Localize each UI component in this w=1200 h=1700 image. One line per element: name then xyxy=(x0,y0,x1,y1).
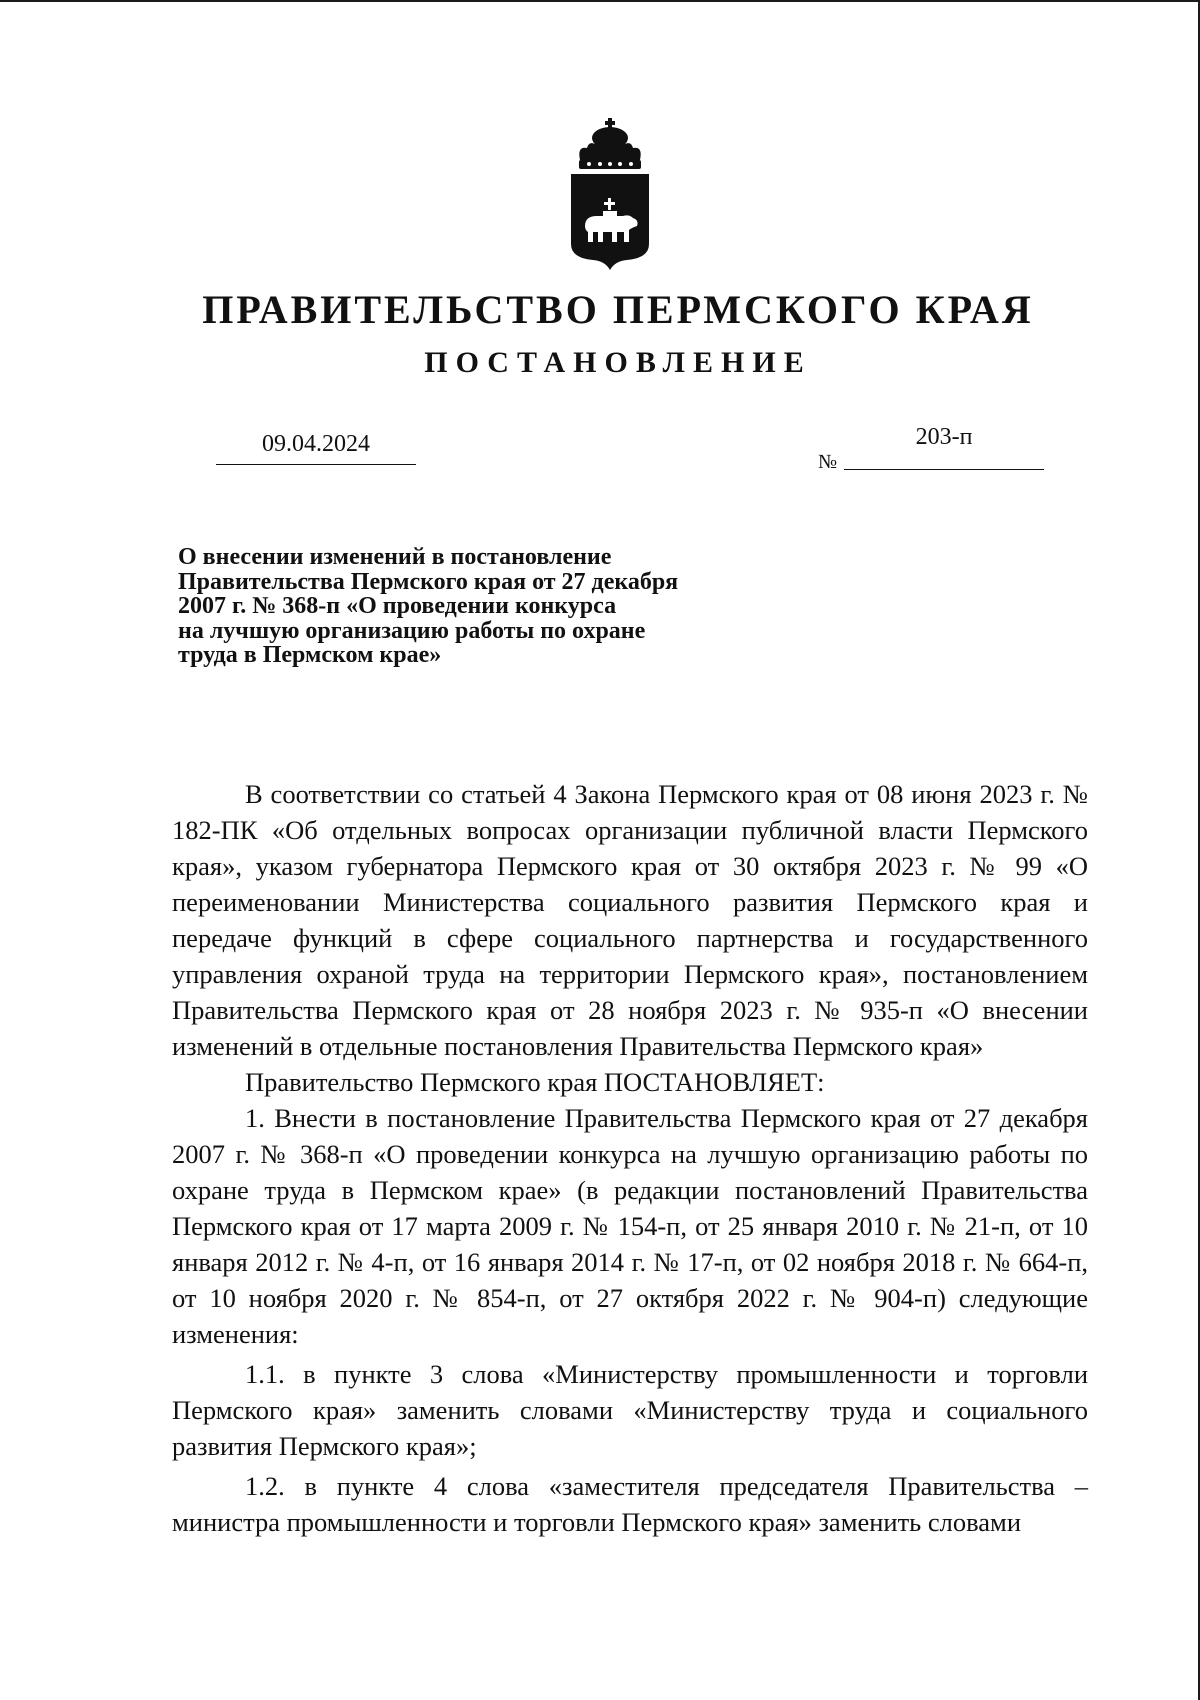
document-body xyxy=(172,776,1088,1540)
organization-title: ПРАВИТЕЛЬСТВО ПЕРМСКОГО КРАЯ xyxy=(202,287,1034,332)
number-sign: № xyxy=(818,451,838,473)
perm-krai-coat-of-arms-icon xyxy=(567,118,653,270)
document-number: 203-п xyxy=(915,424,973,450)
body-paragraph-item-1: 1. Внести в постановление Правительства Пермского края от 27 декабря 2007 г. № 368-п «О проведении конкурса на лучшую организацию работы по охране труда в Пермском крае» (в редакции постановлений Правительства Пермского края от 17 марта 2009 г. № 154-п, от 25 января 2010 г. № 21-п, от 10 января 2012 г. № 4-п, от 16 января 2014 г. № 17-п, от 02 ноября 2018 г. № 664-п, от 10 ноября 2020 г. № 854-п, от 27 октября 2022 г. № 904-п) следующие изменения: xyxy=(172,1103,1088,1349)
document-subject xyxy=(178,545,778,668)
scan-border-top xyxy=(0,0,1200,2)
body-paragraph-preamble: В соответствии со статьей 4 Закона Пермского края от 08 июня 2023 г. № 182-ПК «Об отдельных вопросах организации публичной власти Пермского края», указом губернатора Пермского края от 30 октября 2023 г. № 99 «О переименовании Министерства социального развития Пермского края и передаче функций в сфере социального партнерства и государственного управления охраной труда на территории Пермского края», постановлением Правительства Пермского края от 28 ноября 2023 г. № 935-п «О внесении изменений в отдельные постановления Правительства Пермского края» xyxy=(172,779,1088,1061)
date-field xyxy=(216,428,416,465)
document-type: ПОСТАНОВЛЕНИЕ xyxy=(424,346,812,379)
subject-line: на лучшую организацию работы по охране xyxy=(178,617,646,644)
subject-line: труда в Пермском крае» xyxy=(178,642,442,668)
subject-line: Правительства Пермского края от 27 декабря xyxy=(178,568,679,595)
number-field xyxy=(818,424,1044,474)
body-paragraph-item-1-2: 1.2. в пункте 4 слова «заместителя председателя Правительства – министра промышленности и торговли Пермского края» заменить словами xyxy=(172,1471,1088,1537)
date-underline xyxy=(216,464,416,465)
subject-line: О внесении изменений в постановление xyxy=(178,544,612,570)
subject-line: 2007 г. № 368-п «О проведении конкурса xyxy=(178,593,617,619)
document-date: 09.04.2024 xyxy=(262,431,370,457)
body-paragraph-item-1-1: 1.1. в пункте 3 слова «Министерству промышленности и торговли Пермского края» заменить словами «Министерству труда и социального развития Пермского края»; xyxy=(172,1359,1088,1461)
body-paragraph-resolves: Правительство Пермского края ПОСТАНОВЛЯЕТ: xyxy=(245,1067,825,1097)
number-underline xyxy=(844,469,1044,470)
